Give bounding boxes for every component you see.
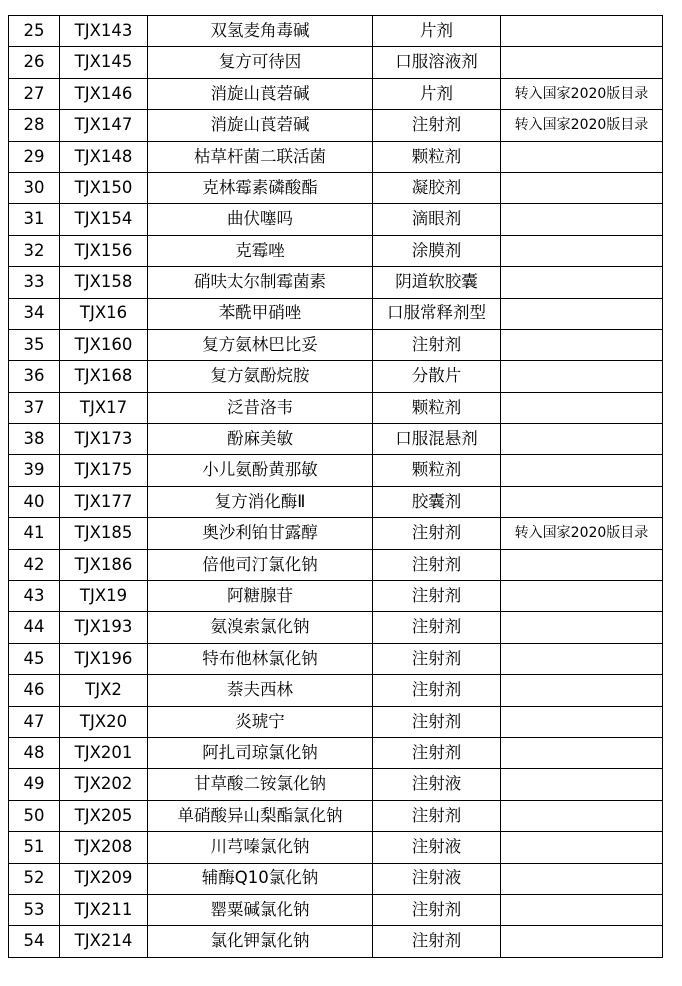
drug-name-cell: 甘草酸二铵氯化钠 [148, 769, 373, 800]
drug-code-cell: TJX202 [60, 769, 148, 800]
drug-code-cell: TJX158 [60, 267, 148, 298]
row-number-cell: 50 [9, 800, 60, 831]
dosage-form-cell: 滴眼剂 [373, 204, 501, 235]
table-row [9, 455, 663, 486]
table-row [9, 612, 663, 643]
table-row [9, 706, 663, 737]
remark-cell [501, 204, 663, 235]
row-number-cell: 52 [9, 863, 60, 894]
remark-cell [501, 612, 663, 643]
row-number-cell: 25 [9, 16, 60, 47]
row-number-cell: 53 [9, 894, 60, 925]
row-number-cell: 26 [9, 47, 60, 78]
drug-name-cell: 炎琥宁 [148, 706, 373, 737]
drug-name-cell: 克霉唑 [148, 235, 373, 266]
dosage-form-cell: 注射剂 [373, 612, 501, 643]
dosage-form-cell: 凝胶剂 [373, 172, 501, 203]
remark-cell [501, 141, 663, 172]
row-number-cell: 28 [9, 110, 60, 141]
dosage-form-cell: 注射剂 [373, 329, 501, 360]
drug-name-cell: 氨溴索氯化钠 [148, 612, 373, 643]
drug-name-cell: 氯化钾氯化钠 [148, 926, 373, 957]
row-number-cell: 29 [9, 141, 60, 172]
table-row [9, 47, 663, 78]
dosage-form-cell: 注射剂 [373, 110, 501, 141]
remark-cell [501, 832, 663, 863]
dosage-form-cell: 注射剂 [373, 926, 501, 957]
row-number-cell: 31 [9, 204, 60, 235]
table-row [9, 675, 663, 706]
drug-code-cell: TJX168 [60, 361, 148, 392]
table-row [9, 361, 663, 392]
drug-name-cell: 曲伏噻吗 [148, 204, 373, 235]
remark-cell [501, 894, 663, 925]
drug-name-cell: 克林霉素磷酸酯 [148, 172, 373, 203]
row-number-cell: 27 [9, 78, 60, 109]
table-row [9, 204, 663, 235]
table-row [9, 926, 663, 957]
drug-name-cell: 酚麻美敏 [148, 424, 373, 455]
row-number-cell: 43 [9, 581, 60, 612]
drug-list-table [8, 15, 663, 958]
row-number-cell: 46 [9, 675, 60, 706]
dosage-form-cell: 注射液 [373, 863, 501, 894]
drug-name-cell: 川芎嗪氯化钠 [148, 832, 373, 863]
row-number-cell: 35 [9, 329, 60, 360]
row-number-cell: 40 [9, 486, 60, 517]
table-row [9, 392, 663, 423]
drug-code-cell: TJX177 [60, 486, 148, 517]
drug-code-cell: TJX19 [60, 581, 148, 612]
remark-cell [501, 455, 663, 486]
row-number-cell: 49 [9, 769, 60, 800]
drug-code-cell: TJX214 [60, 926, 148, 957]
drug-name-cell: 复方氨酚烷胺 [148, 361, 373, 392]
row-number-cell: 37 [9, 392, 60, 423]
drug-code-cell: TJX205 [60, 800, 148, 831]
drug-list-table-container [8, 15, 662, 958]
table-row [9, 424, 663, 455]
row-number-cell: 54 [9, 926, 60, 957]
row-number-cell: 36 [9, 361, 60, 392]
drug-name-cell: 萘夫西林 [148, 675, 373, 706]
drug-name-cell: 双氢麦角毒碱 [148, 16, 373, 47]
drug-name-cell: 复方可待因 [148, 47, 373, 78]
table-row [9, 769, 663, 800]
table-row [9, 110, 663, 141]
table-row [9, 549, 663, 580]
remark-cell [501, 267, 663, 298]
remark-cell [501, 581, 663, 612]
drug-name-cell: 阿糖腺苷 [148, 581, 373, 612]
drug-code-cell: TJX186 [60, 549, 148, 580]
remark-cell [501, 486, 663, 517]
row-number-cell: 48 [9, 737, 60, 768]
drug-code-cell: TJX143 [60, 16, 148, 47]
drug-name-cell: 倍他司汀氯化钠 [148, 549, 373, 580]
drug-code-cell: TJX17 [60, 392, 148, 423]
dosage-form-cell: 注射剂 [373, 518, 501, 549]
dosage-form-cell: 片剂 [373, 16, 501, 47]
drug-name-cell: 罂粟碱氯化钠 [148, 894, 373, 925]
remark-cell [501, 800, 663, 831]
dosage-form-cell: 颗粒剂 [373, 141, 501, 172]
table-row [9, 486, 663, 517]
dosage-form-cell: 注射液 [373, 832, 501, 863]
drug-code-cell: TJX145 [60, 47, 148, 78]
row-number-cell: 47 [9, 706, 60, 737]
dosage-form-cell: 口服常释剂型 [373, 298, 501, 329]
drug-code-cell: TJX156 [60, 235, 148, 266]
remark-cell: 转入国家2020版目录 [501, 110, 663, 141]
row-number-cell: 44 [9, 612, 60, 643]
dosage-form-cell: 注射剂 [373, 800, 501, 831]
table-row [9, 172, 663, 203]
row-number-cell: 38 [9, 424, 60, 455]
remark-cell [501, 549, 663, 580]
drug-code-cell: TJX196 [60, 643, 148, 674]
remark-cell [501, 737, 663, 768]
table-row [9, 78, 663, 109]
drug-name-cell: 辅酶Q10氯化钠 [148, 863, 373, 894]
drug-code-cell: TJX16 [60, 298, 148, 329]
row-number-cell: 41 [9, 518, 60, 549]
drug-name-cell: 枯草杆菌二联活菌 [148, 141, 373, 172]
table-row [9, 16, 663, 47]
remark-cell [501, 769, 663, 800]
table-row [9, 863, 663, 894]
dosage-form-cell: 注射液 [373, 769, 501, 800]
dosage-form-cell: 注射剂 [373, 737, 501, 768]
drug-code-cell: TJX193 [60, 612, 148, 643]
drug-code-cell: TJX146 [60, 78, 148, 109]
table-row [9, 643, 663, 674]
dosage-form-cell: 注射剂 [373, 549, 501, 580]
row-number-cell: 33 [9, 267, 60, 298]
dosage-form-cell: 注射剂 [373, 706, 501, 737]
dosage-form-cell: 注射剂 [373, 643, 501, 674]
row-number-cell: 45 [9, 643, 60, 674]
remark-cell [501, 361, 663, 392]
drug-code-cell: TJX20 [60, 706, 148, 737]
remark-cell [501, 47, 663, 78]
dosage-form-cell: 胶囊剂 [373, 486, 501, 517]
remark-cell [501, 16, 663, 47]
remark-cell [501, 329, 663, 360]
table-row [9, 832, 663, 863]
drug-name-cell: 阿扎司琼氯化钠 [148, 737, 373, 768]
dosage-form-cell: 颗粒剂 [373, 392, 501, 423]
drug-code-cell: TJX209 [60, 863, 148, 894]
dosage-form-cell: 注射剂 [373, 675, 501, 706]
remark-cell: 转入国家2020版目录 [501, 518, 663, 549]
row-number-cell: 34 [9, 298, 60, 329]
drug-code-cell: TJX185 [60, 518, 148, 549]
drug-name-cell: 复方氨林巴比妥 [148, 329, 373, 360]
drug-name-cell: 消旋山莨菪碱 [148, 78, 373, 109]
drug-code-cell: TJX147 [60, 110, 148, 141]
remark-cell: 转入国家2020版目录 [501, 78, 663, 109]
drug-name-cell: 复方消化酶Ⅱ [148, 486, 373, 517]
drug-code-cell: TJX201 [60, 737, 148, 768]
dosage-form-cell: 口服溶液剂 [373, 47, 501, 78]
dosage-form-cell: 注射剂 [373, 894, 501, 925]
table-row [9, 737, 663, 768]
drug-name-cell: 单硝酸异山梨酯氯化钠 [148, 800, 373, 831]
table-row [9, 894, 663, 925]
drug-name-cell: 奥沙利铂甘露醇 [148, 518, 373, 549]
row-number-cell: 39 [9, 455, 60, 486]
drug-code-cell: TJX208 [60, 832, 148, 863]
dosage-form-cell: 口服混悬剂 [373, 424, 501, 455]
drug-list-body [9, 16, 663, 958]
drug-code-cell: TJX154 [60, 204, 148, 235]
remark-cell [501, 392, 663, 423]
table-row [9, 329, 663, 360]
remark-cell [501, 643, 663, 674]
drug-name-cell: 硝呋太尔制霉菌素 [148, 267, 373, 298]
drug-code-cell: TJX211 [60, 894, 148, 925]
drug-name-cell: 泛昔洛韦 [148, 392, 373, 423]
drug-code-cell: TJX2 [60, 675, 148, 706]
table-row [9, 235, 663, 266]
drug-name-cell: 消旋山莨菪碱 [148, 110, 373, 141]
remark-cell [501, 235, 663, 266]
drug-name-cell: 特布他林氯化钠 [148, 643, 373, 674]
row-number-cell: 30 [9, 172, 60, 203]
row-number-cell: 32 [9, 235, 60, 266]
drug-code-cell: TJX175 [60, 455, 148, 486]
drug-name-cell: 小儿氨酚黄那敏 [148, 455, 373, 486]
table-row [9, 267, 663, 298]
table-row [9, 581, 663, 612]
drug-code-cell: TJX150 [60, 172, 148, 203]
dosage-form-cell: 片剂 [373, 78, 501, 109]
drug-code-cell: TJX148 [60, 141, 148, 172]
dosage-form-cell: 涂膜剂 [373, 235, 501, 266]
remark-cell [501, 863, 663, 894]
drug-code-cell: TJX160 [60, 329, 148, 360]
remark-cell [501, 172, 663, 203]
remark-cell [501, 675, 663, 706]
remark-cell [501, 706, 663, 737]
drug-name-cell: 苯酰甲硝唑 [148, 298, 373, 329]
dosage-form-cell: 注射剂 [373, 581, 501, 612]
table-row [9, 298, 663, 329]
remark-cell [501, 298, 663, 329]
table-row [9, 800, 663, 831]
row-number-cell: 51 [9, 832, 60, 863]
table-row [9, 518, 663, 549]
remark-cell [501, 424, 663, 455]
dosage-form-cell: 颗粒剂 [373, 455, 501, 486]
row-number-cell: 42 [9, 549, 60, 580]
table-row [9, 141, 663, 172]
drug-code-cell: TJX173 [60, 424, 148, 455]
dosage-form-cell: 分散片 [373, 361, 501, 392]
remark-cell [501, 926, 663, 957]
dosage-form-cell: 阴道软胶囊 [373, 267, 501, 298]
